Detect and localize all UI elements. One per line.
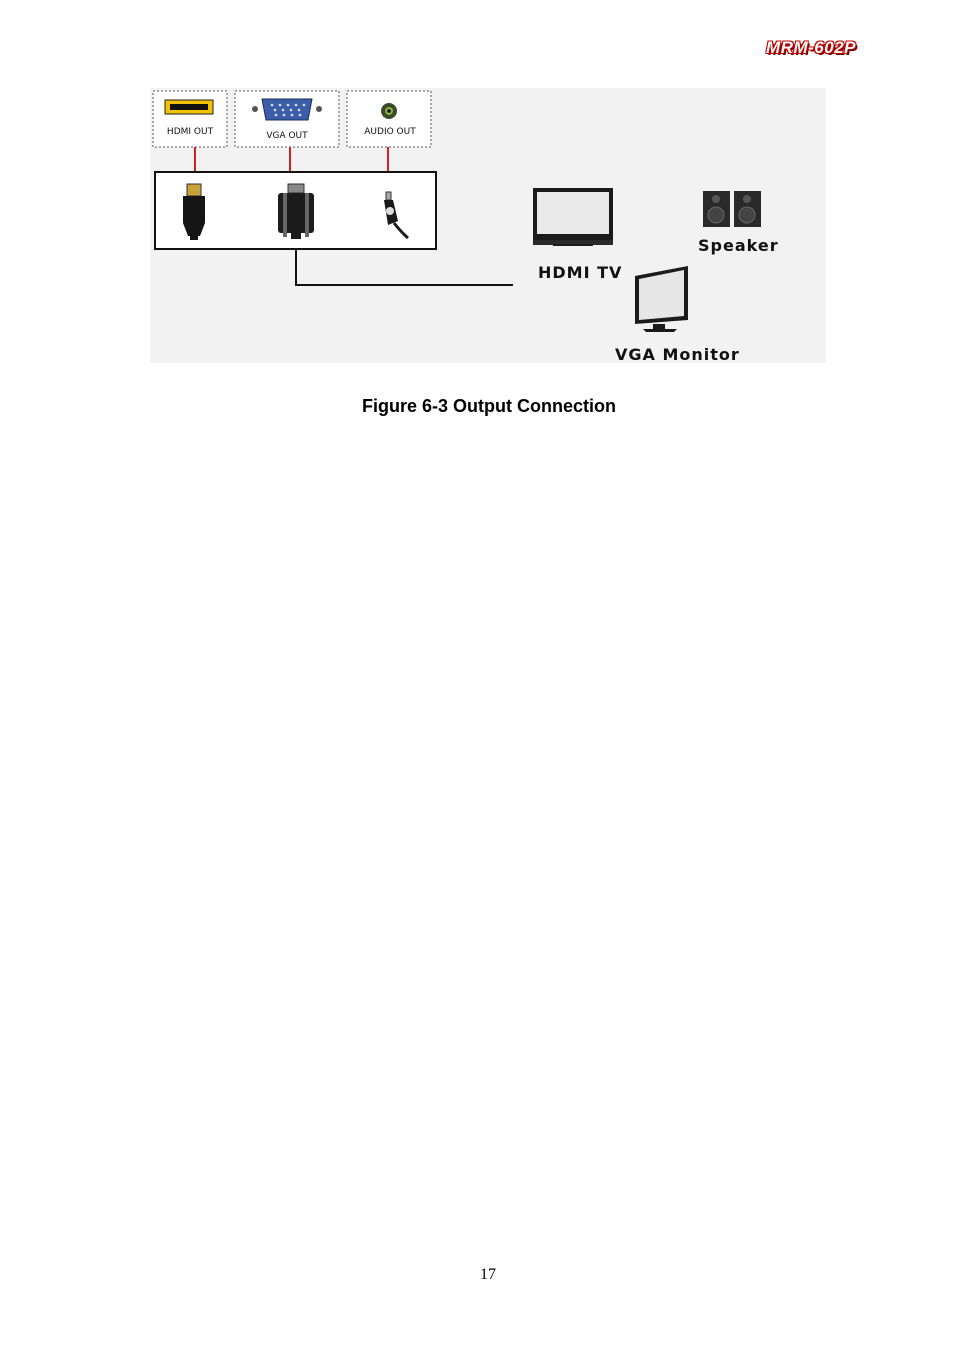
vga-out-label: VGA OUT [266, 131, 308, 141]
hdmi-tv-icon [533, 188, 613, 246]
audio-jack-icon [381, 103, 397, 119]
audio-out-label: AUDIO OUT [364, 127, 416, 137]
audio-out-port-panel [347, 91, 431, 147]
vga-out-port-panel [235, 91, 339, 147]
output-connection-diagram [150, 88, 826, 363]
header-model-name: MRM-602P [766, 38, 856, 57]
speaker-label: Speaker [698, 236, 779, 255]
hdmi-out-label: HDMI OUT [166, 127, 214, 137]
hdmi-port-icon [165, 100, 213, 114]
vga-monitor-label: VGA Monitor [615, 345, 740, 363]
figure-caption: Figure 6-3 Output Connection [362, 396, 616, 416]
hdmi-out-port-panel [153, 91, 227, 147]
output-connection-figure [150, 88, 826, 363]
page-number: 17 [480, 1266, 496, 1283]
hdmi-tv-label: HDMI TV [538, 263, 623, 282]
